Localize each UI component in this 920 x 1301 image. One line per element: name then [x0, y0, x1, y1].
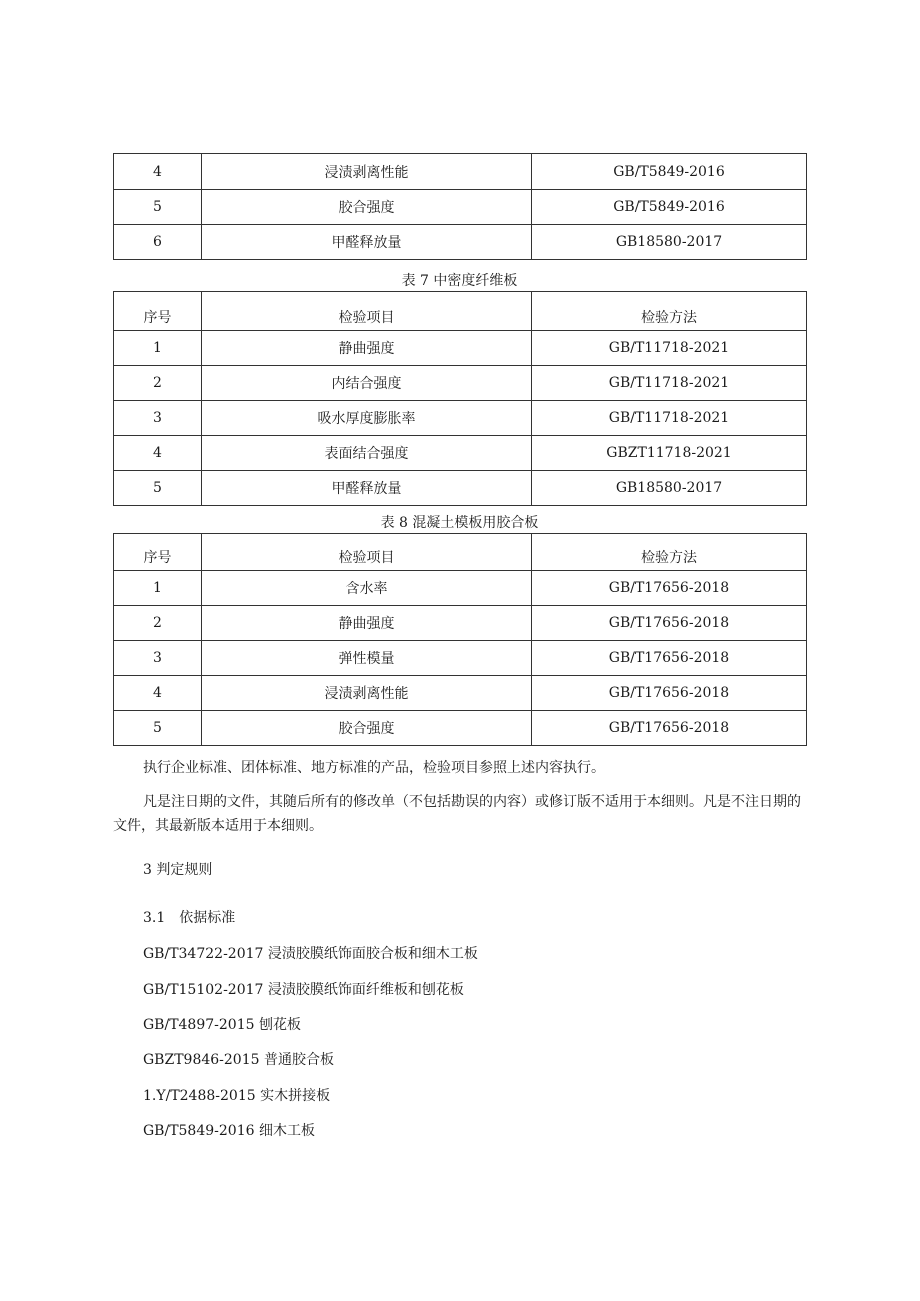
cell-method: GB18580-2017 — [532, 225, 807, 260]
cell-method: GB18580-2017 — [532, 471, 807, 506]
table-row — [114, 190, 807, 225]
table-header-row — [114, 534, 807, 571]
cell-index: 1 — [114, 571, 202, 606]
cell-index: 2 — [114, 366, 202, 401]
cell-item: 吸水厚度膨胀率 — [202, 401, 532, 436]
list-item: GB/T4897-2015 刨花板 — [143, 1017, 301, 1033]
table-row — [114, 436, 807, 471]
cell-method: GB/T11718-2021 — [532, 401, 807, 436]
cell-item: 静曲强度 — [202, 331, 532, 366]
cell-method: GB/T17656-2018 — [532, 606, 807, 641]
cell-method: GB/T17656-2018 — [532, 641, 807, 676]
table-header-row — [114, 292, 807, 331]
cell-item: 胶合强度 — [202, 711, 532, 746]
cell-index: 5 — [114, 190, 202, 225]
cell-method: GB/T17656-2018 — [532, 676, 807, 711]
cell-item: 静曲强度 — [202, 606, 532, 641]
table-continued — [113, 153, 807, 260]
cell-index: 4 — [114, 154, 202, 190]
header-index: 序号 — [114, 534, 202, 571]
cell-item: 甲醛释放量 — [202, 225, 532, 260]
table-row — [114, 225, 807, 260]
table-row — [114, 676, 807, 711]
header-index: 序号 — [114, 292, 202, 331]
list-item: GB/T34722-2017 浸渍胶膜纸饰面胶合板和细木工板 — [143, 946, 478, 962]
cell-index: 3 — [114, 641, 202, 676]
cell-index: 1 — [114, 331, 202, 366]
cell-index: 4 — [114, 436, 202, 471]
cell-method: GB/T17656-2018 — [532, 571, 807, 606]
cell-method: GB/T17656-2018 — [532, 711, 807, 746]
cell-item: 含水率 — [202, 571, 532, 606]
header-item: 检验项目 — [202, 534, 532, 571]
table-row — [114, 711, 807, 746]
list-item: 1.Y/T2488-2015 实木拼接板 — [143, 1088, 331, 1104]
cell-index: 4 — [114, 676, 202, 711]
cell-index: 2 — [114, 606, 202, 641]
cell-item: 浸渍剥离性能 — [202, 154, 532, 190]
header-method: 检验方法 — [532, 292, 807, 331]
section-heading: 3 判定规则 — [143, 862, 213, 878]
table-row — [114, 366, 807, 401]
cell-method: GB/T5849-2016 — [532, 190, 807, 225]
cell-item: 表面结合强度 — [202, 436, 532, 471]
cell-item: 浸渍剥离性能 — [202, 676, 532, 711]
cell-item: 胶合强度 — [202, 190, 532, 225]
cell-item: 内结合强度 — [202, 366, 532, 401]
paragraph-dated-documents: 凡是注日期的文件，其随后所有的修改单（不包括勘误的内容）或修订版不适用于本细则。凡是不注日期的文件，其最新版本适用于本细则。 — [113, 794, 801, 834]
cell-index: 5 — [114, 711, 202, 746]
cell-method: GB/T11718-2021 — [532, 366, 807, 401]
paragraph-enterprise-standards: 执行企业标准、团体标准、地方标准的产品，检验项目参照上述内容执行。 — [143, 760, 605, 776]
table-row — [114, 401, 807, 436]
cell-index: 6 — [114, 225, 202, 260]
list-item: GB/T5849-2016 细木工板 — [143, 1123, 315, 1139]
table8-caption: 表 8 混凝土模板用胶合板 — [380, 515, 539, 531]
cell-method: GBZT11718-2021 — [532, 436, 807, 471]
table-row — [114, 641, 807, 676]
table-row — [114, 471, 807, 506]
cell-index: 5 — [114, 471, 202, 506]
cell-index: 3 — [114, 401, 202, 436]
cell-item: 甲醛释放量 — [202, 471, 532, 506]
list-item: GBZT9846-2015 普通胶合板 — [143, 1052, 334, 1068]
header-method: 检验方法 — [532, 534, 807, 571]
table-row — [114, 331, 807, 366]
table-row — [114, 606, 807, 641]
cell-item: 弹性模量 — [202, 641, 532, 676]
cell-method: GB/T5849-2016 — [532, 154, 807, 190]
table-row — [114, 154, 807, 190]
table8 — [113, 533, 807, 746]
subsection-heading: 3.1 依据标准 — [143, 910, 236, 926]
header-item: 检验项目 — [202, 292, 532, 331]
table7 — [113, 291, 807, 506]
list-item: GB/T15102-2017 浸渍胶膜纸饰面纤维板和刨花板 — [143, 982, 464, 998]
table7-caption: 表 7 中密度纤维板 — [401, 273, 518, 289]
table-row — [114, 571, 807, 606]
cell-method: GB/T11718-2021 — [532, 331, 807, 366]
